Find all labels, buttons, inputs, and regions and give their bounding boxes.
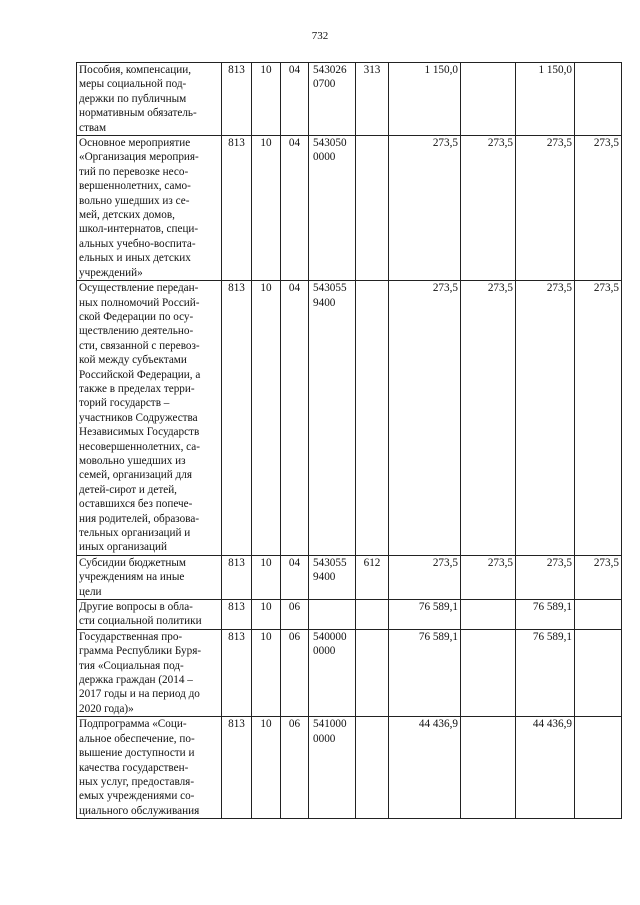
row-name-line: иных организаций [79,541,167,554]
row-name-line: ществлению деятельно- [79,325,194,338]
subsection-code: 04 [281,555,309,599]
row-name-line: вышение доступности и [79,747,195,760]
section-code: 10 [252,136,281,281]
grbs-code: 813 [222,555,252,599]
target-article-code-line: 0000 [313,732,336,745]
row-name-line: емых учреждениями со- [79,790,195,803]
row-name [77,555,222,599]
amount-federal: 273,5 [461,281,516,556]
table-row [77,555,622,599]
expense-type-code: 313 [356,63,389,136]
row-name [77,629,222,716]
row-name-line: нормативным обязатель- [79,107,197,120]
row-name-line: Субсидии бюджетным [79,556,186,569]
row-name-line: оставшихся без попече- [79,498,193,511]
amount-total: 273,5 [389,136,461,281]
target-article-code [309,281,356,556]
table-row [77,629,622,716]
row-name-line: держки по публичным [79,92,187,105]
subsection-code: 06 [281,717,309,819]
expense-type-code [356,629,389,716]
target-article-code-line: 541000 [313,718,347,731]
amount-federal [461,629,516,716]
section-code: 10 [252,717,281,819]
row-name-line: семей, организаций для [79,469,192,482]
row-name-line: Государственная про- [79,630,183,643]
amount-total-2: 273,5 [516,136,575,281]
target-article-code-line: 0000 [313,151,336,164]
row-name-line: ных услуг, предоставля- [79,775,195,788]
subsection-code: 04 [281,136,309,281]
amount-total: 273,5 [389,281,461,556]
amount-federal-2: 273,5 [575,281,622,556]
amount-total-2: 1 150,0 [516,63,575,136]
row-name-line: 2017 годы и на период до [79,688,200,701]
target-article-code-line: 543055 [313,282,347,295]
target-article-code-line: 543050 [313,137,347,150]
row-name [77,717,222,819]
amount-federal-2 [575,63,622,136]
amount-total-2: 44 436,9 [516,717,575,819]
row-name-line: вершеннолетних, само- [79,180,191,193]
table-row [77,63,622,136]
row-name [77,63,222,136]
target-article-code-line: 9400 [313,296,336,309]
target-article-code [309,555,356,599]
row-name-line: детей-сирот и детей, [79,483,177,496]
amount-federal-2 [575,629,622,716]
row-name-line: тий по перевозке несо- [79,165,189,178]
page-number: 732 [311,30,329,42]
amount-total-2: 76 589,1 [516,629,575,716]
amount-total: 76 589,1 [389,629,461,716]
subsection-code: 06 [281,629,309,716]
row-name-line: также в пределах терри- [79,382,195,395]
row-name [77,600,222,630]
row-name-line: мовольно ушедших из [79,454,186,467]
row-name [77,136,222,281]
row-name-line: вольно ушедших из се- [79,194,190,207]
amount-total-2: 76 589,1 [516,600,575,630]
budget-table [76,62,622,819]
row-name-line: грамма Республики Буря- [79,645,202,658]
row-name-line: Подпрограмма «Соци- [79,718,187,731]
row-name-line: альных учебно-воспита- [79,237,196,250]
row-name-line: ской Федерации по осу- [79,310,194,323]
row-name-line: кой между субъектами [79,354,187,367]
row-name-line: Осуществление передан- [79,282,199,295]
target-article-code-line: 540000 [313,630,347,643]
section-code: 10 [252,281,281,556]
row-name-line: торий государств – [79,397,170,410]
subsection-code: 04 [281,63,309,136]
row-name-line: участников Содружества [79,411,198,424]
grbs-code: 813 [222,136,252,281]
row-name-line: несовершеннолетних, са- [79,440,200,453]
section-code: 10 [252,555,281,599]
amount-federal-2: 273,5 [575,555,622,599]
grbs-code: 813 [222,600,252,630]
target-article-code [309,717,356,819]
amount-federal-2 [575,717,622,819]
expense-type-code [356,717,389,819]
row-name-line: 2020 года)» [79,702,134,715]
amount-federal [461,63,516,136]
target-article-code-line: 9400 [313,571,336,584]
row-name [77,281,222,556]
amount-federal: 273,5 [461,136,516,281]
row-name-line: держка граждан (2014 – [79,674,193,687]
target-article-code [309,600,356,630]
row-name-line: Пособия, компенсации, [79,64,192,76]
row-name-line: ельных и иных детских [79,252,191,265]
target-article-code [309,136,356,281]
row-name-line: ных полномочий Россий- [79,296,200,309]
amount-total: 44 436,9 [389,717,461,819]
expense-type-code [356,136,389,281]
row-name-line: меры социальной под- [79,78,187,91]
table-body [77,63,622,819]
amount-total: 76 589,1 [389,600,461,630]
amount-federal [461,717,516,819]
row-name-line: качества государствен- [79,761,189,774]
grbs-code: 813 [222,717,252,819]
target-article-code-line: 0700 [313,78,336,91]
section-code: 10 [252,63,281,136]
subsection-code: 06 [281,600,309,630]
grbs-code: 813 [222,629,252,716]
row-name-line: цели [79,585,102,598]
row-name-line: учреждений» [79,266,143,279]
section-code: 10 [252,600,281,630]
row-name-line: Другие вопросы в обла- [79,601,193,614]
amount-total: 273,5 [389,555,461,599]
row-name-line: сти социальной политики [79,615,202,628]
row-name-line: тельных организаций и [79,527,191,539]
expense-type-code: 612 [356,555,389,599]
row-name-line: школ-интернатов, специ- [79,223,199,236]
subsection-code: 04 [281,281,309,556]
row-name-line: Основное мероприятие [79,137,191,150]
row-name-line: «Организация мероприя- [79,151,199,164]
target-article-code-line: 543055 [313,556,347,569]
grbs-code: 813 [222,281,252,556]
table-row [77,717,622,819]
target-article-code-line: 543026 [313,64,347,76]
amount-federal-2: 273,5 [575,136,622,281]
row-name-line: Независимых Государств [79,426,200,439]
row-name-line: тия «Социальная под- [79,659,184,672]
table-row [77,281,622,556]
row-name-line: мей, детских домов, [79,209,175,222]
row-name-line: сти, связанной с перевоз- [79,339,200,352]
row-name-line: циального обслуживания [79,804,200,817]
section-code: 10 [252,629,281,716]
row-name-line: ния родителей, образова- [79,512,200,525]
target-article-code [309,629,356,716]
target-article-code [309,63,356,136]
table-row [77,136,622,281]
amount-total-2: 273,5 [516,281,575,556]
row-name-line: альное обеспечение, по- [79,732,195,745]
amount-federal-2 [575,600,622,630]
row-name-line: Российской Федерации, а [79,368,201,381]
table-row [77,600,622,630]
amount-federal: 273,5 [461,555,516,599]
amount-total: 1 150,0 [389,63,461,136]
row-name-line: ствам [79,121,107,134]
amount-total-2: 273,5 [516,555,575,599]
grbs-code: 813 [222,63,252,136]
row-name-line: учреждениям на иные [79,571,185,584]
target-article-code-line: 0000 [313,645,336,658]
expense-type-code [356,600,389,630]
amount-federal [461,600,516,630]
expense-type-code [356,281,389,556]
